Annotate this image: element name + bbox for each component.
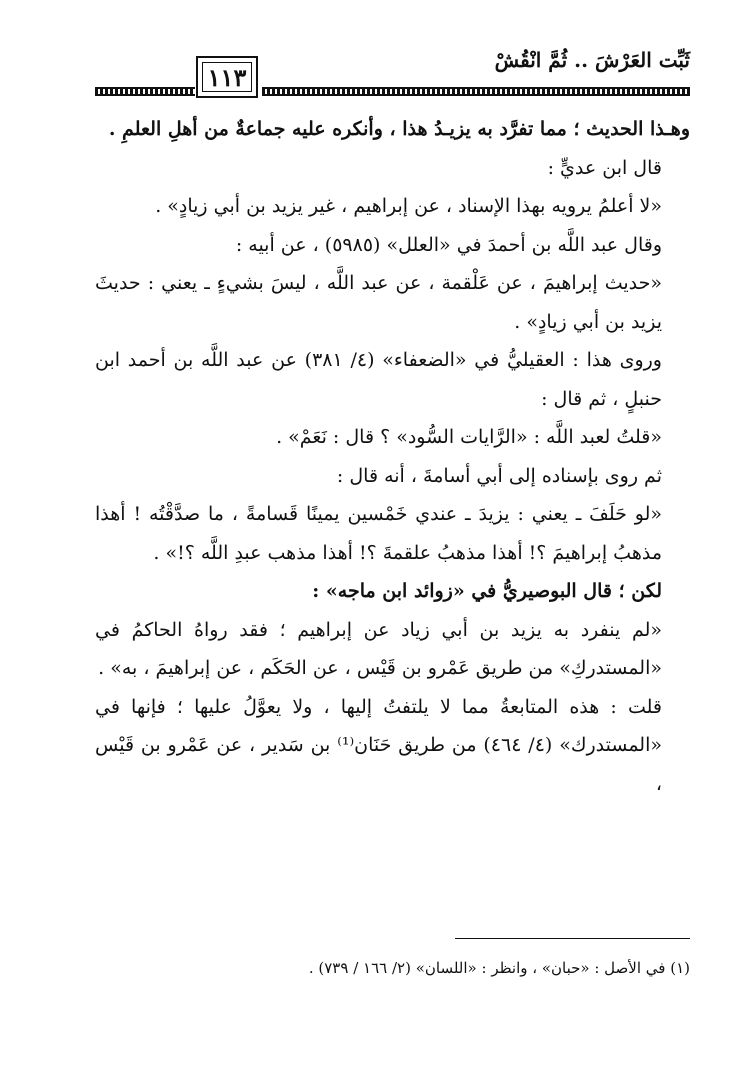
footnote: (١) في الأصل : «حبان» ، وانظر : «اللسان» (٢/ ١٦٦ / ٧٣٩) .	[308, 959, 690, 977]
paragraph: وهـذا الحديث ؛ مما تفرَّد به يزيـدُ هذا ، وأنكره عليه جماعةٌ من أهلِ العلمِ .	[108, 118, 690, 140]
paragraph: قال ابن عديٍّ :	[547, 156, 662, 179]
quote: «قلتُ لعبد اللَّه : «الرَّايات السُّود» ؟ قال : نَعَمْ» .	[276, 426, 662, 448]
footnote-separator	[455, 938, 690, 939]
header-rule-left	[95, 87, 195, 96]
paragraph: قلت : هذه المتابعةُ مما لا يلتفتُ إليها ، ولا يعوَّلُ عليها ؛ فإنها في «المستدرك» (٤/ ٤٦٤) من طريق حَنَان⁽¹⁾ بن سَدير ، عن عَمْرو بن قَيْس ،	[95, 695, 662, 795]
page-number	[196, 56, 258, 98]
page-number-text: ١١٣	[207, 62, 247, 92]
quote: «لا أعلمُ يرويه بهذا الإسناد ، عن إبراهيم ، غير يزيد بن أبي زيادٍ» .	[155, 195, 662, 217]
quote: «لو حَلَفَ ـ يعني : يزيدَ ـ عندي خَمْسين يمينًا قَسامةً ، ما صدَّقْتُه ! أهذا مذهبُ إبراهيمَ ؟! أهذا مذهبُ علقمةَ ؟! أهذا مذهب عبدِ اللَّه ؟!» .	[95, 503, 662, 564]
paragraph: وروى هذا : العقيليُّ في «الضعفاء» (٤/ ٣٨١) عن عبد اللَّه بن أحمد ابن حنبلٍ ، ثم قال :	[95, 349, 662, 410]
quote: «لم ينفرد به يزيد بن أبي زياد عن إبراهيم ؛ فقد رواهُ الحاكمُ في «المستدركِ» من طريق عَمْرو بن قَيْس ، عن الحَكَم ، عن إبراهيمَ ، به» .	[95, 618, 662, 679]
paragraph: ثم روى بإسناده إلى أبي أسامةَ ، أنه قال :	[336, 464, 662, 487]
quote: «حديث إبراهيمَ ، عن عَلْقمة ، عن عبد اللَّه ، ليسَ بشيءٍ ـ يعني : حديثَ يزيد بن أبي زيادٍ» .	[95, 272, 662, 333]
paragraph: وقال عبد اللَّه بن أحمدَ في «العلل» (٥٩٨٥) ، عن أبيه :	[235, 233, 662, 256]
paragraph: لكن ؛ قال البوصيريُّ في «زوائد ابن ماجه» :	[312, 580, 662, 602]
main-text	[95, 110, 690, 803]
header-rule-right	[262, 87, 690, 96]
running-title: ثَبِّت العَرْشَ .. ثُمَّ انْقُشْ	[494, 48, 690, 72]
